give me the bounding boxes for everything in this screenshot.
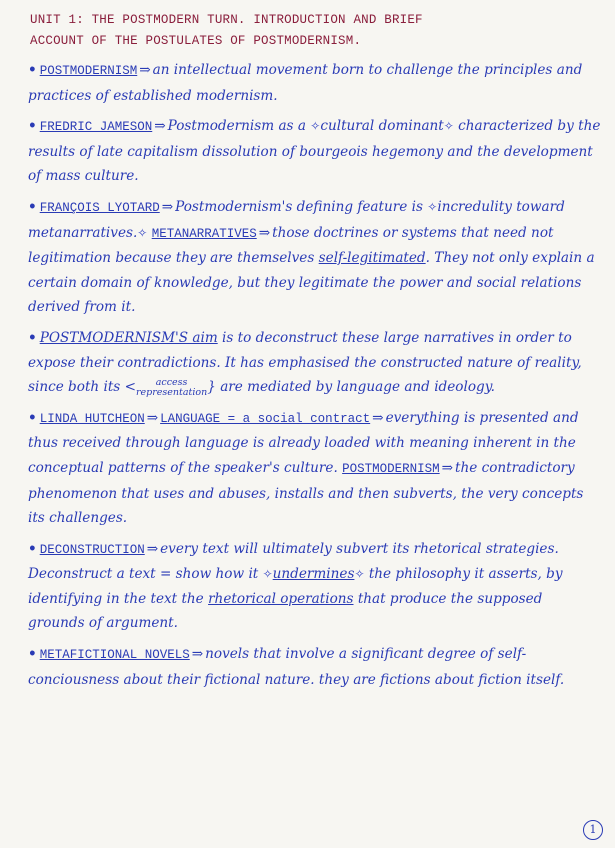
unit-title-line-2: ACCOUNT OF THE POSTULATES OF POSTMODERNISM. [30, 34, 362, 48]
page-number: 1 [583, 820, 603, 840]
sparkle-icon: ✧ [262, 567, 273, 582]
term-metafiction: METAFICTIONAL NOVELS [39, 648, 190, 663]
deconstruction-text-c: the philosophy it asserts, by identifying in the text the [28, 566, 563, 607]
entry-lyotard [28, 195, 601, 320]
jameson-text-a: Postmodernism as a [167, 118, 306, 135]
deconstruction-text-e: that produce the supposed grounds of argument. [28, 590, 543, 632]
arrow-icon: ⇒ [139, 62, 151, 78]
definition-metafiction: novels that involve a significant degree of self-conciousness about their fictional nature. they are fictions about fiction itself. [28, 646, 565, 688]
arrow-icon: ⇒ [161, 198, 174, 215]
entry-postmodernism [28, 58, 601, 108]
lyotard-text-a: Postmodernism's defining feature is [175, 198, 423, 215]
bullet-icon: • [28, 62, 37, 78]
arrow-icon: ⇒ [146, 409, 159, 426]
entry-deconstruction [28, 537, 601, 636]
entry-metafiction [28, 642, 601, 692]
hutcheon-text-a: everything is presented and thus received through language is already loaded with meaning inherent in the conceptual patterns of the speaker's culture. [28, 409, 579, 476]
term-postmodernism-2: POSTMODERNISM [342, 461, 440, 476]
definition-postmodernism: an intellectual movement born to challenge the principles and practices of established modernism. [28, 62, 583, 104]
term-deconstruction: DECONSTRUCTION [39, 542, 145, 557]
deconstruction-text-d: rhetorical operations [208, 590, 354, 607]
jameson-text-c: characterized by the results of late capitalism dissolution of bourgeois hegemony and the development of mass culture. [28, 118, 601, 185]
sparkle-icon: ✧ [137, 225, 148, 240]
arrow-icon: ⇒ [146, 540, 159, 557]
bullet-icon: • [28, 409, 37, 426]
term-language: LANGUAGE = a social contract [160, 411, 371, 426]
bullet-icon: • [28, 329, 37, 346]
lyotard-text-d: self-legitimated [318, 250, 426, 267]
stack-bottom: representation [136, 386, 208, 398]
term-aim: POSTMODERNISM'S aim [39, 329, 218, 346]
bullet-icon: • [28, 198, 37, 215]
bullet-icon: • [28, 646, 37, 663]
sparkle-icon: ✧ [310, 119, 321, 134]
sparkle-icon: ✧ [443, 119, 454, 134]
lyotard-text-c: those doctrines or systems that need not legitimation because they are themselves [28, 224, 554, 267]
term-postmodernism: POSTMODERNISM [39, 64, 138, 78]
arrow-icon: ⇒ [372, 409, 384, 426]
lyotard-text-e: . They not only explain a certain domain of knowledge, but they legitimate the power and social relations derived from it. [28, 250, 595, 316]
deconstruction-text-b: undermines [272, 566, 355, 583]
jameson-text-b: cultural dominant [320, 118, 444, 135]
term-metanarratives: METANARRATIVES [151, 226, 257, 241]
lyotard-text-b: incredulity toward metanarratives. [28, 198, 565, 241]
aim-text-b: are mediated by language and ideology. [220, 379, 495, 396]
arrow-icon: ⇒ [191, 646, 204, 663]
unit-title-line-1: UNIT 1: THE POSTMODERN TURN. INTRODUCTION AND BRIEF [30, 13, 423, 27]
bullet-icon: • [28, 118, 37, 135]
arrow-icon: ⇒ [154, 118, 166, 135]
term-jameson: FREDRIC JAMESON [39, 120, 153, 135]
term-hutcheon: LINDA HUTCHEON [39, 411, 145, 426]
unit-title [30, 10, 601, 52]
bullet-icon: • [28, 540, 37, 557]
sparkle-icon: ✧ [354, 567, 365, 582]
aim-text-a: is to deconstruct these large narratives in order to expose their contradictions. It has emphasised the constructed nature of reality, since both its [28, 329, 582, 396]
stack-top: access [155, 376, 188, 388]
arrow-icon: ⇒ [441, 459, 454, 476]
arrow-icon: ⇒ [258, 224, 271, 241]
entry-jameson [28, 114, 601, 189]
entry-hutcheon [28, 406, 601, 531]
deconstruction-text-a: every text will ultimately subvert its rhetorical strategies. Deconstruct a text = show how it [28, 540, 559, 583]
hutcheon-text-b: the contradictory phenomenon that uses and abuses, installs and then subverts, the very concepts its challenges. [28, 459, 584, 527]
term-lyotard: FRANÇOIS LYOTARD [39, 200, 160, 215]
sparkle-icon: ✧ [427, 199, 438, 214]
access-representation-stack [136, 378, 207, 398]
entry-aim: • POSTMODERNISM'S aim is to deconstruct these large narratives in order to expose their contradictions. It has emphasised the constructed nature of reality, since both its < access representation} are mediated by language and ideology. [28, 329, 582, 398]
